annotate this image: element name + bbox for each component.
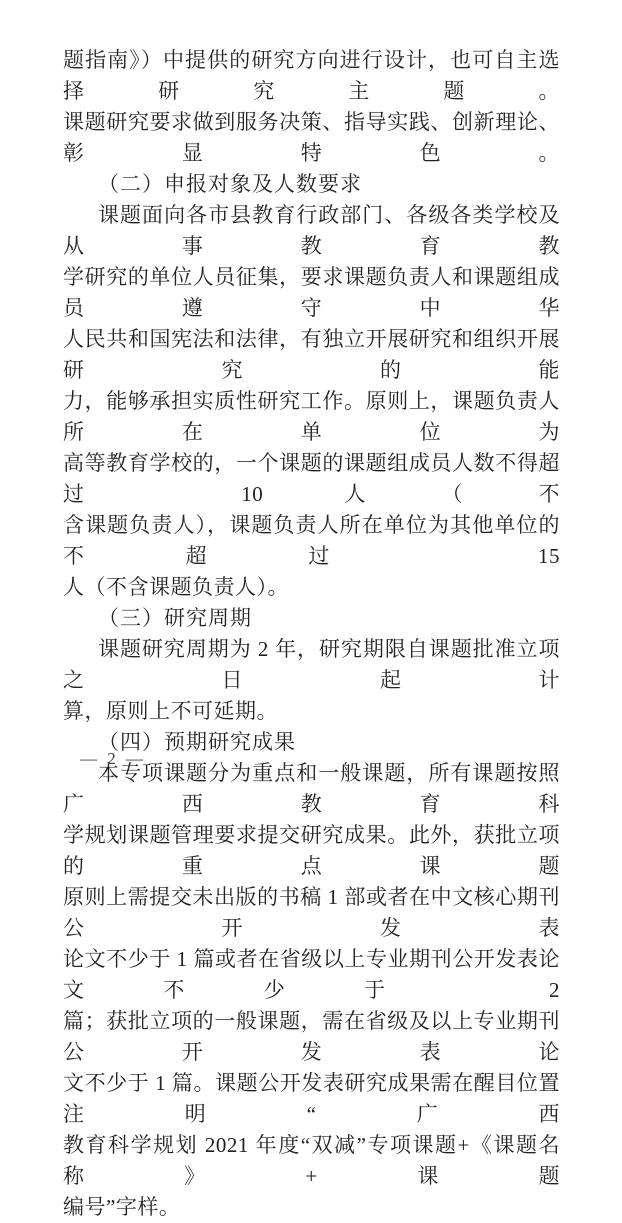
text-line: 人（不含课题负责人）。	[63, 575, 289, 599]
text-line: 篇；获批立项的一般课题，需在省级及以上专业期刊公开发表论	[63, 1009, 560, 1064]
text-line: 本专项课题分为重点和一般课题，所有课题按照广西教育科	[63, 761, 560, 816]
text-line: 学研究的单位人员征集，要求课题负责人和课题组成员遵守中华	[63, 265, 560, 320]
text-line: 课题研究周期为 2 年，研究期限自课题批准立项之日起计	[63, 637, 560, 692]
text-line: 原则上需提交未出版的书稿 1 部或者在中文核心期刊公开发表	[63, 885, 560, 940]
text-line: 高等教育学校的，一个课题的课题组成员人数不得超过 10 人（不	[63, 451, 560, 506]
page-number: — 2 —	[80, 749, 146, 768]
text-line: 含课题负责人），课题负责人所在单位为其他单位的不超过 15	[63, 513, 560, 568]
section-heading: （二）申报对象及人数要求	[98, 172, 362, 196]
section-heading: （四）预期研究成果	[98, 730, 296, 754]
text-line: 教育科学规划 2021 年度“双减”专项课题+《课题名称》+课题	[63, 1133, 560, 1188]
section-heading: （三）研究周期	[98, 606, 252, 630]
text-line: 人民共和国宪法和法律，有独立开展研究和组织开展研究的能	[63, 327, 560, 382]
text-line: 题指南》）中提供的研究方向进行设计，也可自主选择研究主题。	[63, 48, 560, 103]
text-line: 力，能够承担实质性研究工作。原则上，课题负责人所在单位为	[63, 389, 560, 444]
text-line: 算，原则上不可延期。	[63, 699, 278, 723]
text-line: 文不少于 1 篇。课题公开发表研究成果需在醒目位置注明“广西	[63, 1071, 560, 1126]
document-lines	[63, 45, 560, 1223]
text-line: 论文不少于 1 篇或者在省级以上专业期刊公开发表论文不少于 2	[63, 947, 560, 1002]
text-line: 课题研究要求做到服务决策、指导实践、创新理论、彰显特色。	[63, 110, 560, 165]
text-line: 学规划课题管理要求提交研究成果。此外，获批立项的重点课题	[63, 823, 560, 878]
text-line: 课题面向各市县教育行政部门、各级各类学校及从事教育教	[63, 203, 560, 258]
text-line: 编号”字样。	[63, 1195, 181, 1219]
